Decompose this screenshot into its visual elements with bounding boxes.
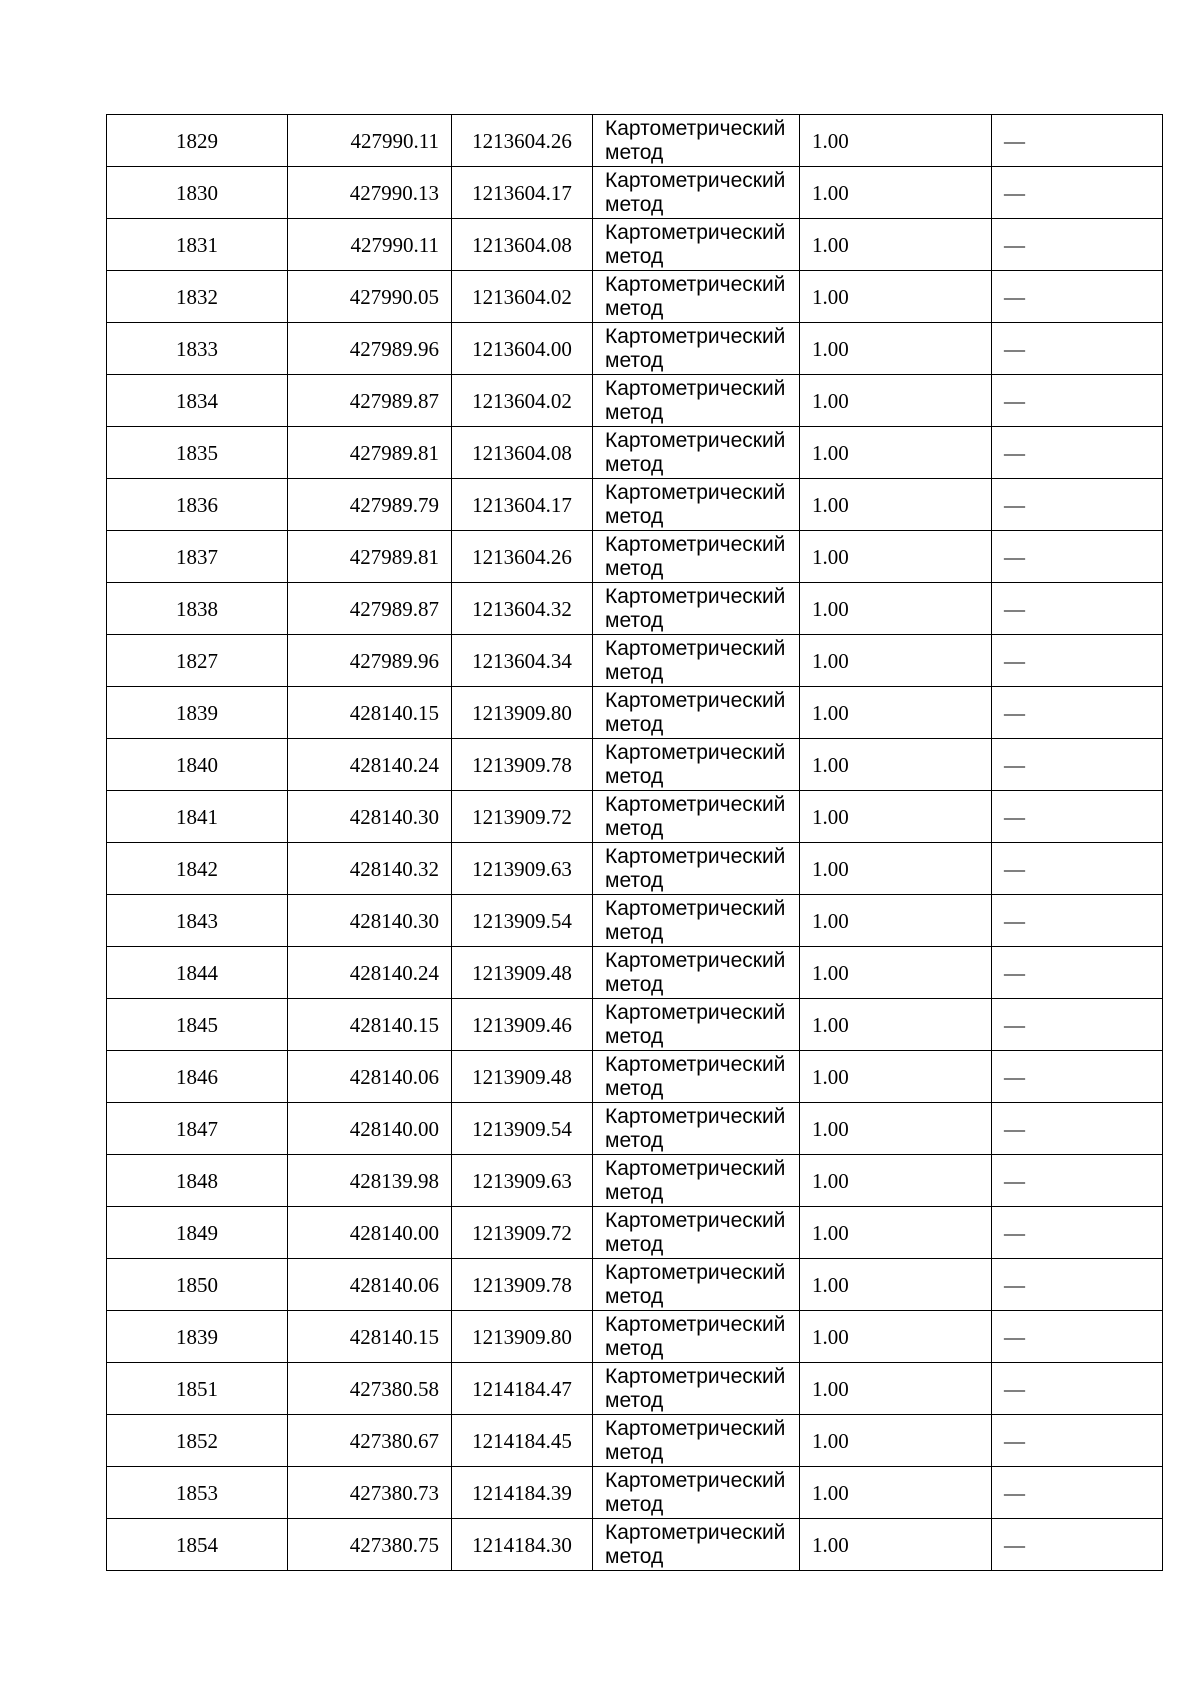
table-row	[107, 1467, 1163, 1519]
description-cell: —	[992, 1051, 1163, 1103]
point-number-cell: 1834	[107, 375, 288, 427]
accuracy-cell: 1.00	[800, 1415, 992, 1467]
description-cell: —	[992, 1259, 1163, 1311]
method-text-line-2: метод	[605, 1128, 664, 1152]
point-number-cell: 1836	[107, 479, 288, 531]
description-cell: —	[992, 427, 1163, 479]
y-coordinate-cell: 1213604.26	[452, 115, 593, 167]
x-coordinate-cell: 427989.81	[288, 427, 452, 479]
x-coordinate-cell: 428140.15	[288, 687, 452, 739]
method-cell	[593, 167, 800, 219]
method-cell	[593, 739, 800, 791]
method-text-line-2: метод	[605, 452, 664, 476]
method-text-line-2: метод	[605, 1284, 664, 1308]
y-coordinate-cell: 1213909.48	[452, 947, 593, 999]
accuracy-cell: 1.00	[800, 1259, 992, 1311]
accuracy-cell: 1.00	[800, 947, 992, 999]
method-text-line-1: Картометрический	[605, 1052, 786, 1076]
accuracy-cell: 1.00	[800, 635, 992, 687]
method-cell	[593, 115, 800, 167]
accuracy-cell: 1.00	[800, 115, 992, 167]
method-cell	[593, 635, 800, 687]
method-cell	[593, 1519, 800, 1571]
table-row	[107, 219, 1163, 271]
x-coordinate-cell: 428140.00	[288, 1103, 452, 1155]
method-text-line-1: Картометрический	[605, 844, 786, 868]
method-text-line-1: Картометрический	[605, 1312, 786, 1336]
accuracy-cell: 1.00	[800, 1207, 992, 1259]
accuracy-cell: 1.00	[800, 1519, 992, 1571]
point-number-cell: 1853	[107, 1467, 288, 1519]
description-cell: —	[992, 167, 1163, 219]
table-row	[107, 271, 1163, 323]
x-coordinate-cell: 427989.87	[288, 375, 452, 427]
x-coordinate-cell: 427989.87	[288, 583, 452, 635]
y-coordinate-cell: 1213909.54	[452, 1103, 593, 1155]
method-text-line-2: метод	[605, 244, 664, 268]
method-text-line-2: метод	[605, 972, 664, 996]
y-coordinate-cell: 1213909.80	[452, 687, 593, 739]
accuracy-cell: 1.00	[800, 895, 992, 947]
x-coordinate-cell: 427989.79	[288, 479, 452, 531]
x-coordinate-cell: 428140.00	[288, 1207, 452, 1259]
accuracy-cell: 1.00	[800, 1363, 992, 1415]
accuracy-cell: 1.00	[800, 167, 992, 219]
y-coordinate-cell: 1213909.48	[452, 1051, 593, 1103]
x-coordinate-cell: 428140.06	[288, 1051, 452, 1103]
point-number-cell: 1844	[107, 947, 288, 999]
point-number-cell: 1839	[107, 687, 288, 739]
method-text-line-1: Картометрический	[605, 896, 786, 920]
description-cell: —	[992, 999, 1163, 1051]
table-row	[107, 687, 1163, 739]
table-row	[107, 583, 1163, 635]
point-number-cell: 1849	[107, 1207, 288, 1259]
y-coordinate-cell: 1213604.17	[452, 167, 593, 219]
description-cell: —	[992, 479, 1163, 531]
description-cell: —	[992, 1103, 1163, 1155]
method-text-line-2: метод	[605, 920, 664, 944]
description-cell: —	[992, 739, 1163, 791]
table-row	[107, 895, 1163, 947]
x-coordinate-cell: 427990.13	[288, 167, 452, 219]
method-text-line-1: Картометрический	[605, 116, 786, 140]
y-coordinate-cell: 1213909.80	[452, 1311, 593, 1363]
description-cell: —	[992, 947, 1163, 999]
accuracy-cell: 1.00	[800, 1155, 992, 1207]
table-row	[107, 1363, 1163, 1415]
method-text-line-1: Картометрический	[605, 376, 786, 400]
description-cell: —	[992, 1363, 1163, 1415]
table-row	[107, 999, 1163, 1051]
description-cell: —	[992, 219, 1163, 271]
method-text-line-1: Картометрический	[605, 1000, 786, 1024]
method-cell	[593, 1311, 800, 1363]
method-cell	[593, 1103, 800, 1155]
method-cell	[593, 271, 800, 323]
x-coordinate-cell: 427990.11	[288, 219, 452, 271]
y-coordinate-cell: 1213909.63	[452, 1155, 593, 1207]
description-cell: —	[992, 843, 1163, 895]
method-cell	[593, 1467, 800, 1519]
method-text-line-2: метод	[605, 1076, 664, 1100]
x-coordinate-cell: 428140.24	[288, 947, 452, 999]
accuracy-cell: 1.00	[800, 739, 992, 791]
x-coordinate-cell: 428139.98	[288, 1155, 452, 1207]
method-text-line-2: метод	[605, 608, 664, 632]
method-text-line-2: метод	[605, 764, 664, 788]
x-coordinate-cell: 428140.24	[288, 739, 452, 791]
accuracy-cell: 1.00	[800, 271, 992, 323]
x-coordinate-cell: 427990.11	[288, 115, 452, 167]
description-cell: —	[992, 635, 1163, 687]
accuracy-cell: 1.00	[800, 843, 992, 895]
point-number-cell: 1854	[107, 1519, 288, 1571]
point-number-cell: 1851	[107, 1363, 288, 1415]
x-coordinate-cell: 427380.73	[288, 1467, 452, 1519]
coordinates-table	[106, 114, 1163, 1571]
method-text-line-1: Картометрический	[605, 1260, 786, 1284]
description-cell: —	[992, 1467, 1163, 1519]
description-cell: —	[992, 115, 1163, 167]
point-number-cell: 1838	[107, 583, 288, 635]
x-coordinate-cell: 428140.30	[288, 791, 452, 843]
method-text-line-2: метод	[605, 816, 664, 840]
table-row	[107, 323, 1163, 375]
method-cell	[593, 1259, 800, 1311]
method-cell	[593, 219, 800, 271]
method-cell	[593, 791, 800, 843]
method-text-line-1: Картометрический	[605, 1208, 786, 1232]
description-cell: —	[992, 583, 1163, 635]
description-cell: —	[992, 531, 1163, 583]
accuracy-cell: 1.00	[800, 531, 992, 583]
point-number-cell: 1829	[107, 115, 288, 167]
table-row	[107, 1207, 1163, 1259]
method-text-line-2: метод	[605, 1492, 664, 1516]
point-number-cell: 1837	[107, 531, 288, 583]
point-number-cell: 1852	[107, 1415, 288, 1467]
table-row	[107, 1415, 1163, 1467]
point-number-cell: 1831	[107, 219, 288, 271]
point-number-cell: 1840	[107, 739, 288, 791]
method-text-line-1: Картометрический	[605, 220, 786, 244]
method-text-line-1: Картометрический	[605, 1416, 786, 1440]
method-text-line-1: Картометрический	[605, 1104, 786, 1128]
y-coordinate-cell: 1213909.72	[452, 1207, 593, 1259]
method-cell	[593, 947, 800, 999]
description-cell: —	[992, 271, 1163, 323]
description-cell: —	[992, 323, 1163, 375]
y-coordinate-cell: 1213604.08	[452, 427, 593, 479]
accuracy-cell: 1.00	[800, 1467, 992, 1519]
method-cell	[593, 427, 800, 479]
x-coordinate-cell: 427989.96	[288, 323, 452, 375]
point-number-cell: 1843	[107, 895, 288, 947]
method-text-line-2: метод	[605, 504, 664, 528]
table-row	[107, 1259, 1163, 1311]
method-text-line-1: Картометрический	[605, 1364, 786, 1388]
point-number-cell: 1850	[107, 1259, 288, 1311]
table-row	[107, 427, 1163, 479]
table-row	[107, 531, 1163, 583]
point-number-cell: 1833	[107, 323, 288, 375]
table-row	[107, 843, 1163, 895]
x-coordinate-cell: 428140.15	[288, 1311, 452, 1363]
accuracy-cell: 1.00	[800, 219, 992, 271]
method-cell	[593, 375, 800, 427]
method-text-line-2: метод	[605, 712, 664, 736]
method-text-line-2: метод	[605, 1388, 664, 1412]
x-coordinate-cell: 427380.75	[288, 1519, 452, 1571]
method-text-line-2: метод	[605, 296, 664, 320]
method-text-line-1: Картометрический	[605, 1156, 786, 1180]
table-row	[107, 375, 1163, 427]
table-row	[107, 635, 1163, 687]
y-coordinate-cell: 1213604.00	[452, 323, 593, 375]
method-text-line-1: Картометрический	[605, 948, 786, 972]
point-number-cell: 1846	[107, 1051, 288, 1103]
x-coordinate-cell: 427989.96	[288, 635, 452, 687]
y-coordinate-cell: 1213909.78	[452, 739, 593, 791]
x-coordinate-cell: 427380.67	[288, 1415, 452, 1467]
method-text-line-2: метод	[605, 1440, 664, 1464]
method-text-line-2: метод	[605, 1544, 664, 1568]
point-number-cell: 1848	[107, 1155, 288, 1207]
method-text-line-1: Картометрический	[605, 428, 786, 452]
x-coordinate-cell: 428140.15	[288, 999, 452, 1051]
method-cell	[593, 583, 800, 635]
y-coordinate-cell: 1213604.02	[452, 271, 593, 323]
method-text-line-2: метод	[605, 400, 664, 424]
description-cell: —	[992, 1311, 1163, 1363]
description-cell: —	[992, 1207, 1163, 1259]
method-text-line-1: Картометрический	[605, 532, 786, 556]
table-row	[107, 479, 1163, 531]
method-cell	[593, 687, 800, 739]
y-coordinate-cell: 1214184.47	[452, 1363, 593, 1415]
y-coordinate-cell: 1213604.26	[452, 531, 593, 583]
y-coordinate-cell: 1213604.08	[452, 219, 593, 271]
method-text-line-1: Картометрический	[605, 168, 786, 192]
table-row	[107, 115, 1163, 167]
method-cell	[593, 1415, 800, 1467]
accuracy-cell: 1.00	[800, 791, 992, 843]
method-text-line-1: Картометрический	[605, 324, 786, 348]
method-text-line-2: метод	[605, 1232, 664, 1256]
method-text-line-1: Картометрический	[605, 636, 786, 660]
table-row	[107, 1103, 1163, 1155]
accuracy-cell: 1.00	[800, 1311, 992, 1363]
point-number-cell: 1832	[107, 271, 288, 323]
method-text-line-1: Картометрический	[605, 740, 786, 764]
table-row	[107, 167, 1163, 219]
description-cell: —	[992, 1155, 1163, 1207]
point-number-cell: 1827	[107, 635, 288, 687]
x-coordinate-cell: 428140.32	[288, 843, 452, 895]
point-number-cell: 1830	[107, 167, 288, 219]
accuracy-cell: 1.00	[800, 1051, 992, 1103]
method-text-line-1: Картометрический	[605, 792, 786, 816]
x-coordinate-cell: 427989.81	[288, 531, 452, 583]
y-coordinate-cell: 1213604.02	[452, 375, 593, 427]
method-cell	[593, 895, 800, 947]
method-text-line-2: метод	[605, 1336, 664, 1360]
description-cell: —	[992, 895, 1163, 947]
accuracy-cell: 1.00	[800, 1103, 992, 1155]
method-text-line-1: Картометрический	[605, 584, 786, 608]
accuracy-cell: 1.00	[800, 583, 992, 635]
method-text-line-2: метод	[605, 868, 664, 892]
table-row	[107, 947, 1163, 999]
method-cell	[593, 531, 800, 583]
accuracy-cell: 1.00	[800, 427, 992, 479]
description-cell: —	[992, 1415, 1163, 1467]
method-text-line-2: метод	[605, 660, 664, 684]
method-cell	[593, 843, 800, 895]
method-cell	[593, 999, 800, 1051]
method-text-line-1: Картометрический	[605, 480, 786, 504]
x-coordinate-cell: 428140.30	[288, 895, 452, 947]
method-text-line-1: Картометрический	[605, 272, 786, 296]
point-number-cell: 1842	[107, 843, 288, 895]
point-number-cell: 1841	[107, 791, 288, 843]
table-row	[107, 1311, 1163, 1363]
method-text-line-1: Картометрический	[605, 1520, 786, 1544]
method-cell	[593, 1155, 800, 1207]
y-coordinate-cell: 1213604.34	[452, 635, 593, 687]
y-coordinate-cell: 1213909.72	[452, 791, 593, 843]
method-text-line-2: метод	[605, 192, 664, 216]
y-coordinate-cell: 1213604.17	[452, 479, 593, 531]
description-cell: —	[992, 791, 1163, 843]
x-coordinate-cell: 427990.05	[288, 271, 452, 323]
y-coordinate-cell: 1214184.39	[452, 1467, 593, 1519]
x-coordinate-cell: 428140.06	[288, 1259, 452, 1311]
table-row	[107, 791, 1163, 843]
y-coordinate-cell: 1213909.63	[452, 843, 593, 895]
method-cell	[593, 1051, 800, 1103]
description-cell: —	[992, 687, 1163, 739]
method-cell	[593, 1363, 800, 1415]
point-number-cell: 1845	[107, 999, 288, 1051]
x-coordinate-cell: 427380.58	[288, 1363, 452, 1415]
description-cell: —	[992, 375, 1163, 427]
y-coordinate-cell: 1214184.30	[452, 1519, 593, 1571]
table-row	[107, 1519, 1163, 1571]
accuracy-cell: 1.00	[800, 323, 992, 375]
table-row	[107, 1155, 1163, 1207]
method-text-line-2: метод	[605, 556, 664, 580]
method-cell	[593, 479, 800, 531]
y-coordinate-cell: 1213909.46	[452, 999, 593, 1051]
method-text-line-2: метод	[605, 1024, 664, 1048]
accuracy-cell: 1.00	[800, 375, 992, 427]
method-text-line-2: метод	[605, 1180, 664, 1204]
table-row	[107, 739, 1163, 791]
table-row	[107, 1051, 1163, 1103]
method-cell	[593, 1207, 800, 1259]
point-number-cell: 1847	[107, 1103, 288, 1155]
y-coordinate-cell: 1213604.32	[452, 583, 593, 635]
y-coordinate-cell: 1213909.54	[452, 895, 593, 947]
accuracy-cell: 1.00	[800, 999, 992, 1051]
method-text-line-2: метод	[605, 140, 664, 164]
accuracy-cell: 1.00	[800, 687, 992, 739]
method-text-line-1: Картометрический	[605, 1468, 786, 1492]
accuracy-cell: 1.00	[800, 479, 992, 531]
y-coordinate-cell: 1214184.45	[452, 1415, 593, 1467]
method-cell	[593, 323, 800, 375]
y-coordinate-cell: 1213909.78	[452, 1259, 593, 1311]
description-cell: —	[992, 1519, 1163, 1571]
point-number-cell: 1835	[107, 427, 288, 479]
coordinates-table-body	[107, 115, 1163, 1571]
method-text-line-1: Картометрический	[605, 688, 786, 712]
method-text-line-2: метод	[605, 348, 664, 372]
point-number-cell: 1839	[107, 1311, 288, 1363]
